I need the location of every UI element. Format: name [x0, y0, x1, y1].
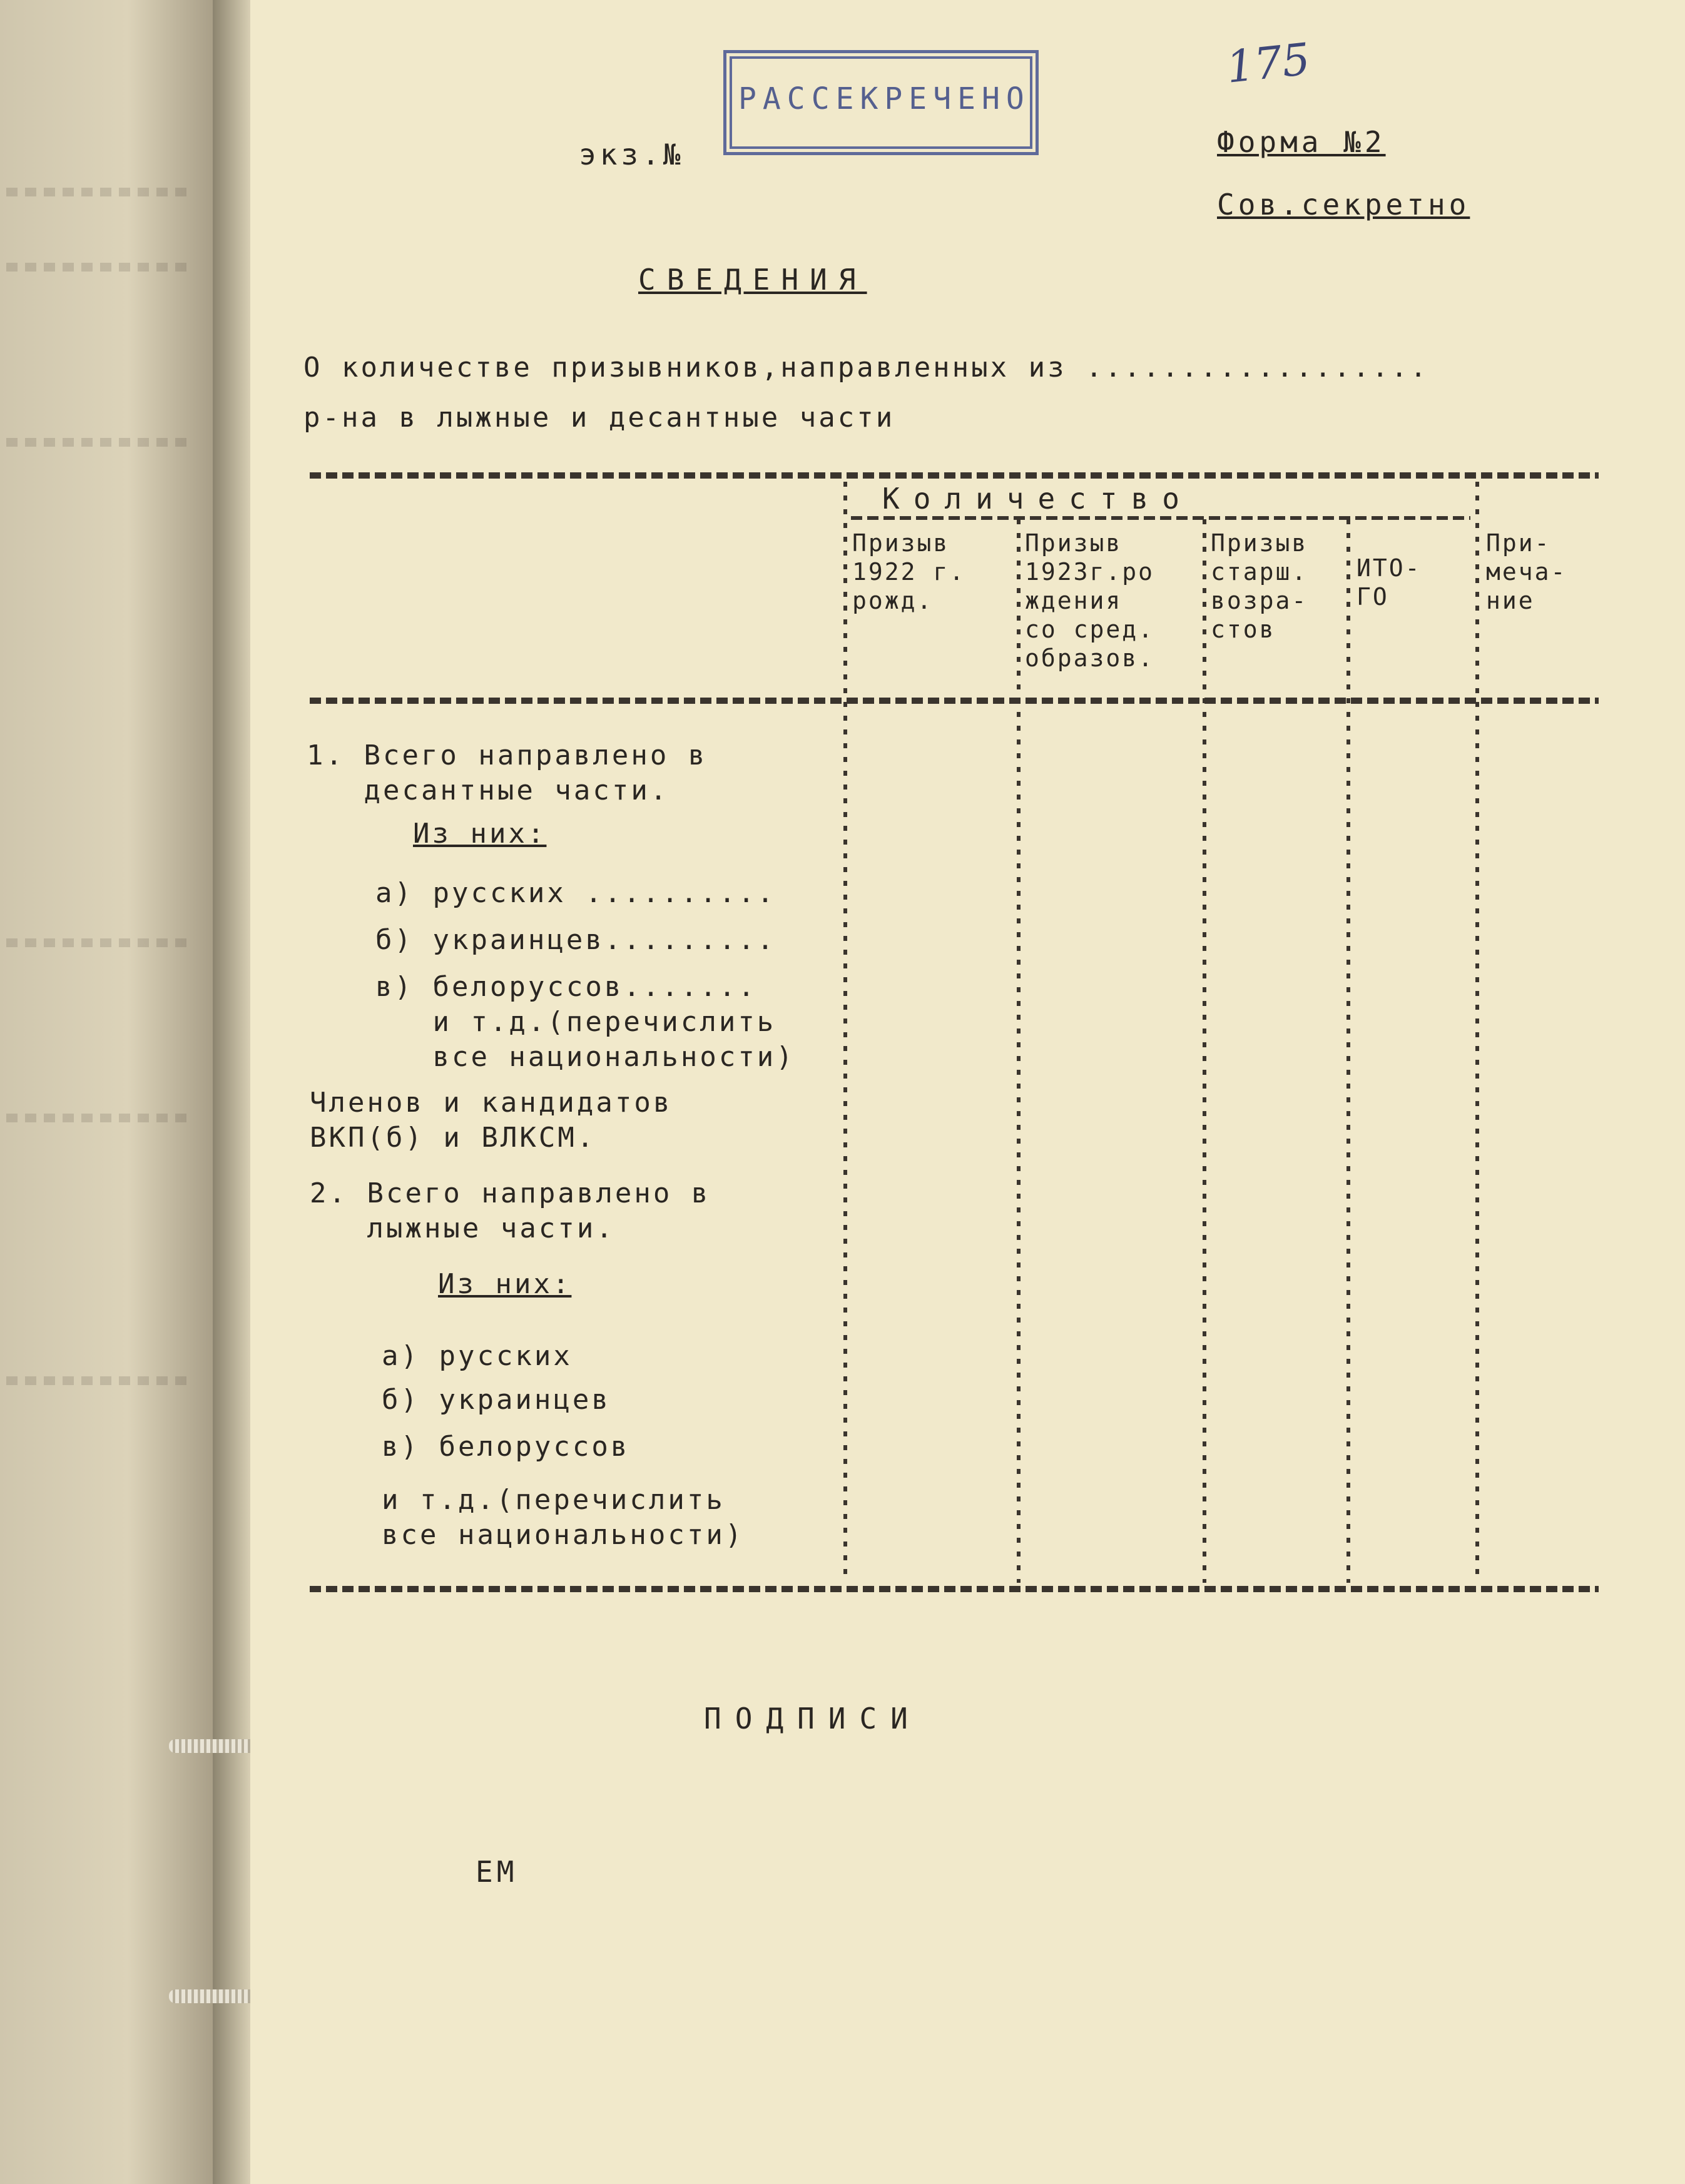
ghost-text-line: [6, 938, 194, 947]
table-column-divider: [1475, 482, 1479, 1583]
table-column-divider: [843, 482, 847, 1583]
column-header: Призыв старш. возра- стов: [1211, 529, 1308, 643]
copy-label: экз.№: [579, 138, 685, 171]
form-number: Форма №2: [1217, 125, 1386, 159]
row-section-2-title: 2. Всего направлено в лыжные части.: [310, 1177, 711, 1244]
ghost-text-line: [6, 1376, 194, 1385]
group-header: Количество: [882, 482, 1193, 516]
left-page: [0, 0, 213, 2184]
row-section-1-subheading: Из них:: [413, 818, 547, 850]
page-gutter: [213, 0, 250, 2184]
row-ukrainians: б) украинцев: [382, 1384, 611, 1416]
ghost-text-line: [6, 188, 194, 196]
table-header-rule: [310, 698, 1599, 704]
table-bottom-rule: [310, 1586, 1599, 1592]
row-ukrainians: б) украинцев.........: [375, 924, 776, 956]
row-russians: а) русских ..........: [375, 877, 776, 909]
column-header: При- меча- ние: [1486, 529, 1567, 614]
classification-label: Сов.секретно: [1217, 188, 1470, 221]
ghost-text-line: [6, 1114, 194, 1122]
table-column-divider: [1203, 519, 1206, 1583]
ghost-text-line: [6, 438, 194, 447]
row-section-2-subheading: Из них:: [438, 1268, 572, 1300]
row-party-members: Членов и кандидатов ВКП(б) и ВЛКСМ.: [310, 1087, 673, 1154]
subtitle-line-1: О количестве призывников,направленных из ..................: [303, 352, 1429, 383]
stamp-text: РАССЕКРЕЧЕНО: [738, 81, 1031, 116]
signatures-label: ПОДПИСИ: [704, 1702, 922, 1735]
document-title: СВЕДЕНИЯ: [638, 263, 867, 297]
subtitle-line-2: р-на в лыжные и десантные части: [303, 402, 895, 434]
row-belarusians: в) белоруссов....... и т.д.(перечислить все национальности): [375, 971, 795, 1073]
row-etc-nationalities: и т.д.(перечислить все национальности): [382, 1484, 745, 1551]
group-header-rule: [851, 516, 1470, 520]
column-header: Призыв 1923г.ро ждения со сред. образов.: [1025, 529, 1155, 672]
table-column-divider: [1346, 519, 1350, 1583]
row-russians: а) русских: [382, 1340, 573, 1372]
table-column-divider: [1017, 519, 1021, 1583]
row-belarusians: в) белоруссов: [382, 1431, 630, 1463]
table-top-rule: [310, 472, 1599, 479]
folio-number: 175: [1224, 33, 1313, 93]
typist-initials: ЕМ: [476, 1855, 518, 1889]
row-section-1-title: 1. Всего направлено в десантные части.: [307, 739, 708, 806]
column-header: ИТО- ГО: [1357, 554, 1422, 611]
column-header: Призыв 1922 г. рожд.: [852, 529, 966, 614]
ghost-text-line: [6, 263, 194, 272]
